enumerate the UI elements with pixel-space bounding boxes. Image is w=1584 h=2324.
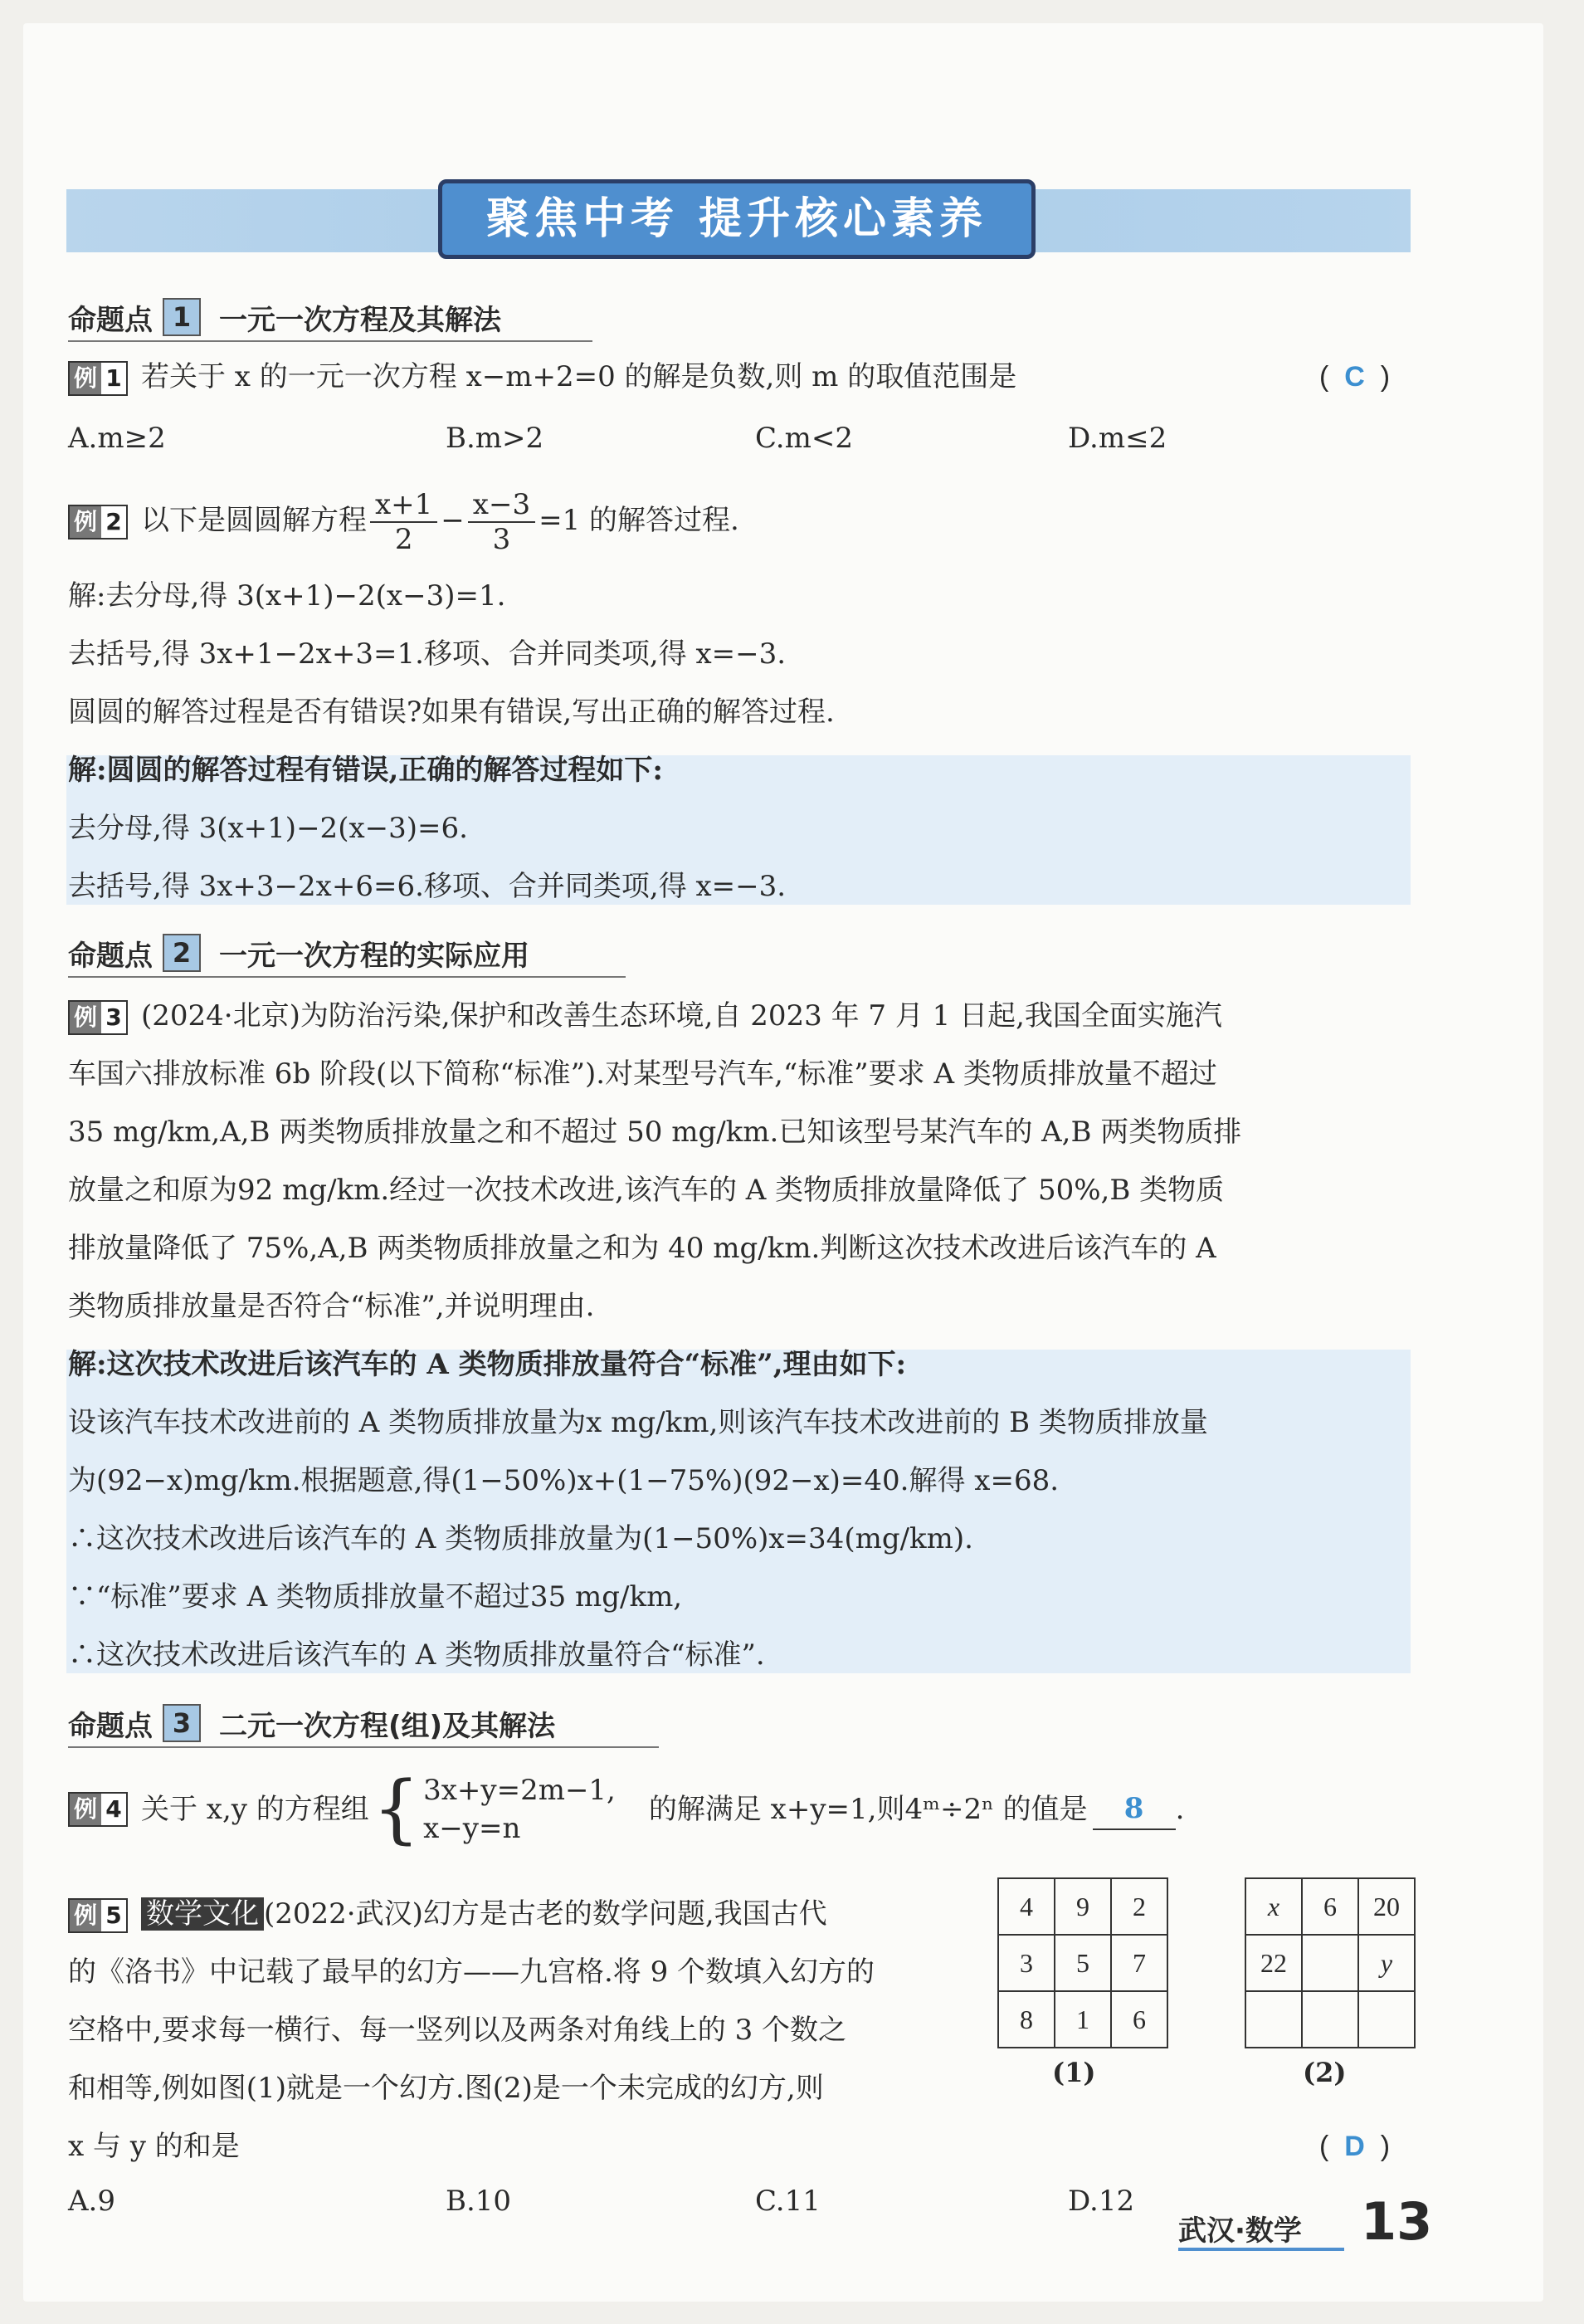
topic-heading-3 xyxy=(68,1700,659,1748)
example-1-text: 若关于 x 的一元一次方程 x−m+2=0 的解是负数,则 m 的取值范围是 xyxy=(141,360,1017,393)
solution-3-line: ∴这次技术改进后该汽车的 A 类物质排放量为(1−50%)x=34(mg/km). xyxy=(68,1522,973,1555)
topic-heading-2 xyxy=(68,930,626,978)
fraction-2: $\frac{x-3}{3}$ xyxy=(468,488,535,556)
caption-1: (1) xyxy=(1052,2057,1096,2088)
solution-shade-3 xyxy=(66,1350,1411,1673)
example-4: 例 4 关于 x,y 的方程组 { 3x+y=2m−1, x−y=n 的解满足 x+y=1,则4ᵐ÷2ⁿ 的值是 8 . xyxy=(68,1768,1184,1851)
example-badge: 例 4 xyxy=(68,1792,128,1827)
example-2-prompt: 例 2 以下是圆圆解方程 $\frac{x+1}{2}$ − $\frac{x-3}{3}$ =1 的解答过程. xyxy=(68,483,739,558)
example-3-line: 车国六排放标准 6b 阶段(以下简称“标准”).对某型号汽车,“标准”要求 A 类物质排放量不超过 xyxy=(68,1057,1217,1091)
choice-d: D.12 xyxy=(1068,2185,1135,2218)
example-5-line: 的《洛书》中记载了最早的幻方——九宫格.将 9 个数填入幻方的 xyxy=(68,1955,875,1989)
caption-2: (2) xyxy=(1303,2057,1347,2088)
example-badge: 例 1 xyxy=(68,361,128,396)
example-5-line: 空格中,要求每一横行、每一竖列以及两条对角线上的 3 个数之 xyxy=(68,2014,847,2047)
equation-system: 3x+y=2m−1, x−y=n xyxy=(423,1774,616,1845)
choice-d: D.m≤2 xyxy=(1068,422,1167,455)
solution-3-line: 设该汽车技术改进前的 A 类物质排放量为x mg/km,则该汽车技术改进前的 B 类物质排放量 xyxy=(68,1406,1208,1439)
example-badge: 例 2 xyxy=(68,505,128,540)
answer-1: C xyxy=(1344,361,1365,393)
footer-label: 武汉·数学 xyxy=(1178,2214,1302,2248)
section-title: 聚焦中考 提升核心素养 xyxy=(438,179,1036,259)
brace: { xyxy=(372,1765,421,1853)
topic-heading-1 xyxy=(68,294,592,342)
topic-label: 命题点 xyxy=(68,1709,153,1743)
topic-title: 二元一次方程(组)及其解法 xyxy=(219,1709,556,1743)
solution-3-line: 解:这次技术改进后该汽车的 A 类物质排放量符合“标准”,理由如下: xyxy=(68,1348,907,1381)
page-number: 13 xyxy=(1361,2191,1433,2252)
magic-square-1: 4 9 2 3 5 7 8 1 6 xyxy=(997,1877,1168,2048)
choice-b: B.10 xyxy=(446,2185,512,2218)
choice-c: C.m<2 xyxy=(755,422,853,455)
example-3-line: 排放量降低了 75%,A,B 两类物质排放量之和为 40 mg/km.判断这次技术改进后该汽车的 A xyxy=(68,1232,1216,1265)
solution-3-line: ∴这次技术改进后该汽车的 A 类物质排放量符合“标准”. xyxy=(68,1638,765,1672)
choice-c: C.11 xyxy=(755,2185,821,2218)
example-3-line: 放量之和原为92 mg/km.经过一次技术改进,该汽车的 A 类物质排放量降低了 50%,B 类物质 xyxy=(68,1174,1225,1207)
example-5-line: 例 5 数学文化 (2022·武汉)幻方是古老的数学问题,我国古代 xyxy=(68,1894,827,1934)
example-2-line: 去括号,得 3x+1−2x+3=1.移项、合并同类项,得 x=−3. xyxy=(68,637,787,671)
choice-a: A.9 xyxy=(68,2185,115,2218)
answer-bracket-1: ( C ) xyxy=(1319,361,1391,393)
example-badge: 例 3 xyxy=(68,1000,128,1035)
example-5-line: x 与 y 的和是 xyxy=(68,2130,240,2163)
example-3-line: 例 3 (2024·北京)为防治污染,保护和改善生态环境,自 2023 年 7 月 1 日起,我国全面实施汽 xyxy=(68,996,1222,1036)
magic-square-2: x 6 20 22 y xyxy=(1245,1877,1416,2048)
choice-b: B.m>2 xyxy=(446,422,544,455)
solution-3-line: ∵“标准”要求 A 类物质排放量不超过35 mg/km, xyxy=(68,1580,683,1614)
topic-title: 一元一次方程的实际应用 xyxy=(219,939,529,973)
solution-2-line: 去括号,得 3x+3−2x+6=6.移项、合并同类项,得 x=−3. xyxy=(68,870,787,903)
solution-3-line: 为(92−x)mg/km.根据题意,得(1−50%)x+(1−75%)(92−x)=40.解得 x=68. xyxy=(68,1464,1060,1497)
topic-number: 3 xyxy=(163,1704,201,1742)
topic-label: 命题点 xyxy=(68,939,153,973)
example-3-line: 类物质排放量是否符合“标准”,并说明理由. xyxy=(68,1290,595,1323)
example-1 xyxy=(68,357,1016,397)
fraction-1: $\frac{x+1}{2}$ xyxy=(370,488,437,556)
example-3-line: 35 mg/km,A,B 两类物质排放量之和不超过 50 mg/km.已知该型号某汽车的 A,B 两类物质排 xyxy=(68,1116,1242,1149)
example-2-line: 解:去分母,得 3(x+1)−2(x−3)=1. xyxy=(68,579,506,613)
example-2-line: 圆圆的解答过程是否有错误?如果有错误,写出正确的解答过程. xyxy=(68,696,835,729)
answer-4: 8 xyxy=(1093,1789,1176,1830)
answer-bracket-5: ( D ) xyxy=(1319,2131,1391,2162)
choice-a: A.m≥2 xyxy=(68,422,166,455)
answer-5: D xyxy=(1344,2131,1365,2162)
example-5-line: 和相等,例如图(1)就是一个幻方.图(2)是一个未完成的幻方,则 xyxy=(68,2072,824,2105)
topic-number: 1 xyxy=(163,298,201,336)
topic-label: 命题点 xyxy=(68,303,153,337)
culture-tag: 数学文化 xyxy=(141,1897,264,1931)
topic-title: 一元一次方程及其解法 xyxy=(219,303,501,337)
footer-underline xyxy=(1178,2248,1344,2251)
topic-number: 2 xyxy=(163,934,201,972)
example-badge: 例 5 xyxy=(68,1898,128,1933)
solution-2-line: 解:圆圆的解答过程有错误,正确的解答过程如下: xyxy=(68,754,663,787)
solution-2-line: 去分母,得 3(x+1)−2(x−3)=6. xyxy=(68,812,468,845)
